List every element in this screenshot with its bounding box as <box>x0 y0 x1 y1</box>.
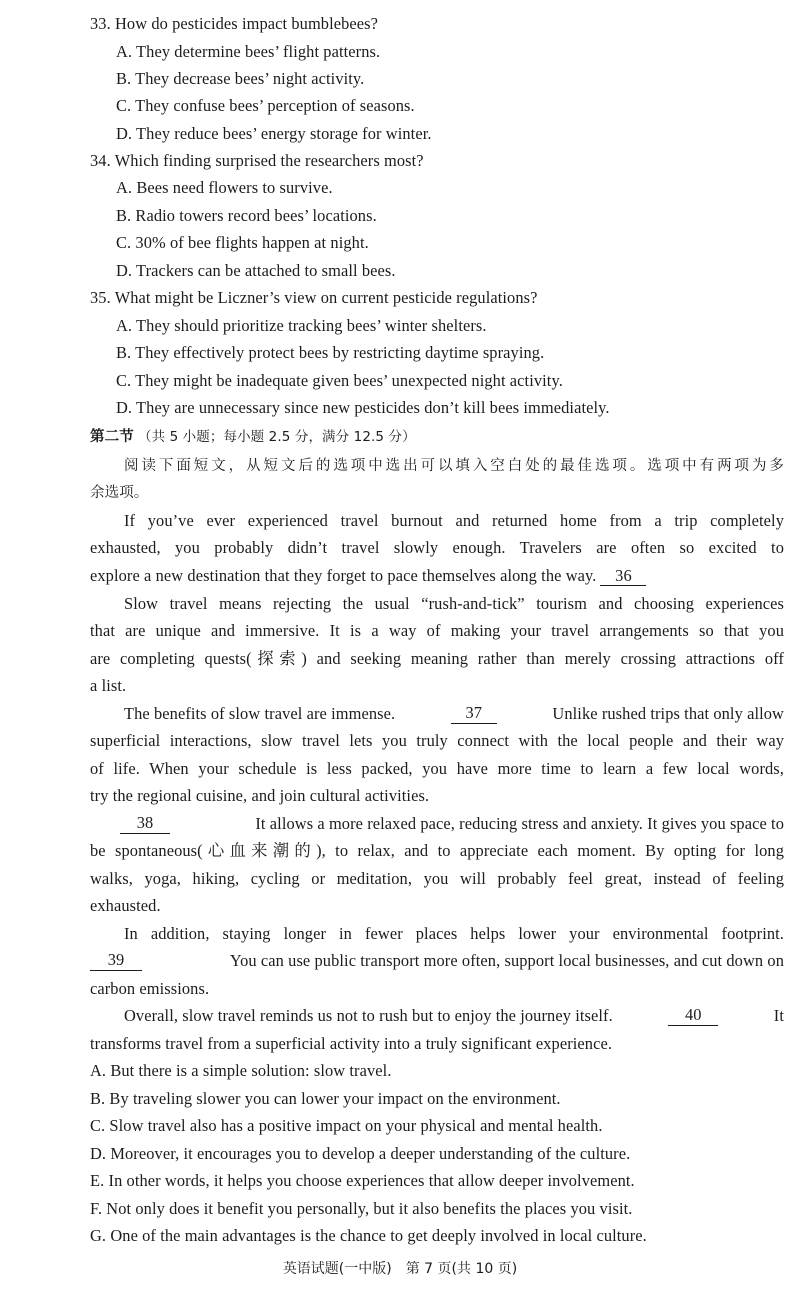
passage-paragraph-3-line-2: superficial interactions, slow travel lets you truly connect with the local people and their way <box>90 731 784 750</box>
passage-paragraph-3-line-4: try the regional cuisine, and join cultural activities. <box>90 786 430 805</box>
question-33-stem: 33. How do pesticides impact bumblebees? <box>90 14 379 33</box>
question-34-option-d: D. Trackers can be attached to small bees. <box>116 261 396 280</box>
blank-39: 39 <box>90 951 142 971</box>
choice-e: E. In other words, it helps you choose experiences that allow deeper involvement. <box>90 1171 635 1190</box>
passage-paragraph-4-line-1: 38 It allows a more relaxed pace, reducing stress and anxiety. It gives you space to <box>120 814 784 834</box>
choice-d: D. Moreover, it encourages you to develop a deeper understanding of the culture. <box>90 1144 631 1163</box>
passage-paragraph-1-line-1: If you’ve ever experienced travel burnout and returned home from a trip completely <box>124 511 784 530</box>
question-33-option-c: C. They confuse bees’ perception of seasons. <box>116 96 415 115</box>
question-34-option-a: A. Bees need flowers to survive. <box>116 178 333 197</box>
section-2-instruction-cont: 余选项。 <box>90 485 149 501</box>
passage-paragraph-3-line-3: of life. When your schedule is less packed, you have more time to learn a few local words, <box>90 759 784 778</box>
blank-37: 37 <box>451 704 497 724</box>
passage-paragraph-2-line-3: are completing quests(探索) and seeking meaning rather than merely crossing attractions off <box>90 649 784 668</box>
section-2-instruction: 阅读下面短文，从短文后的选项中选出可以填入空白处的最佳选项。选项中有两项为多 <box>124 458 784 474</box>
question-35-option-b: B. They effectively protect bees by restricting daytime spraying. <box>116 343 545 362</box>
blank-36: 36 <box>600 567 646 586</box>
question-35-stem: 35. What might be Liczner’s view on current pesticide regulations? <box>90 288 538 307</box>
passage-paragraph-1-line-3: explore a new destination that they forget to pace themselves along the way. 36 <box>90 566 650 586</box>
question-34-stem: 34. Which finding surprised the researchers most? <box>90 151 424 170</box>
choice-a: A. But there is a simple solution: slow travel. <box>90 1061 392 1080</box>
passage-paragraph-4-line-2: be spontaneous(心血来潮的), to relax, and to appreciate each moment. By opting for long <box>90 841 784 860</box>
blank-38: 38 <box>120 814 170 834</box>
question-33-option-b: B. They decrease bees’ night activity. <box>116 69 365 88</box>
section-2-title: 第二节 <box>90 429 134 445</box>
choice-f: F. Not only does it benefit you personally, but it also benefits the places you visit. <box>90 1199 633 1218</box>
question-35-option-c: C. They might be inadequate given bees’ unexpected night activity. <box>116 371 563 390</box>
choice-c: C. Slow travel also has a positive impact on your physical and mental health. <box>90 1116 603 1135</box>
passage-paragraph-4-line-4: exhausted. <box>90 896 161 915</box>
question-34-option-c: C. 30% of bee flights happen at night. <box>116 233 369 252</box>
question-33-option-a: A. They determine bees’ flight patterns. <box>116 42 381 61</box>
passage-paragraph-6-line-2: transforms travel from a superficial activity into a truly significant experience. <box>90 1034 613 1053</box>
blank-40: 40 <box>668 1006 718 1026</box>
passage-paragraph-4-line-3: walks, yoga, hiking, cycling or meditation, you will probably feel great, instead of feeling <box>90 869 784 888</box>
section-2-header <box>90 426 416 447</box>
passage-paragraph-2-line-1: Slow travel means rejecting the usual “rush-and-tick” tourism and choosing experiences <box>124 594 784 613</box>
passage-paragraph-3-line-1: The benefits of slow travel are immense. 37 Unlike rushed trips that only allow <box>124 703 784 723</box>
passage-paragraph-5-line-2: 39 You can use public transport more often, support local businesses, and cut down on <box>90 951 784 971</box>
section-2-scoring: （共 5 小题；每小题 2.5 分，满分 12.5 分） <box>138 429 416 445</box>
choice-g: G. One of the main advantages is the chance to get deeply involved in local culture. <box>90 1226 647 1245</box>
question-35-option-d: D. They are unnecessary since new pesticides don’t kill bees immediately. <box>116 398 610 417</box>
page-footer: 英语试题(一中版) 第 7 页(共 10 页) <box>282 1261 518 1277</box>
passage-paragraph-5-line-1: In addition, staying longer in fewer places helps lower your environmental footprint. <box>124 924 784 943</box>
passage-paragraph-6-line-1: Overall, slow travel reminds us not to rush but to enjoy the journey itself. 40 It <box>124 1005 784 1025</box>
choice-b: B. By traveling slower you can lower your impact on the environment. <box>90 1089 561 1108</box>
passage-paragraph-2-line-4: a list. <box>90 676 127 695</box>
question-35-option-a: A. They should prioritize tracking bees’ winter shelters. <box>116 316 487 335</box>
question-33-option-d: D. They reduce bees’ energy storage for winter. <box>116 124 432 143</box>
question-34-option-b: B. Radio towers record bees’ locations. <box>116 206 377 225</box>
passage-paragraph-2-line-2: that are unique and immersive. It is a way of making your travel arrangements so that you <box>90 621 784 640</box>
passage-paragraph-5-line-3: carbon emissions. <box>90 979 210 998</box>
passage-paragraph-1-line-2: exhausted, you probably didn’t travel slowly enough. Travelers are often so excited to <box>90 538 784 557</box>
